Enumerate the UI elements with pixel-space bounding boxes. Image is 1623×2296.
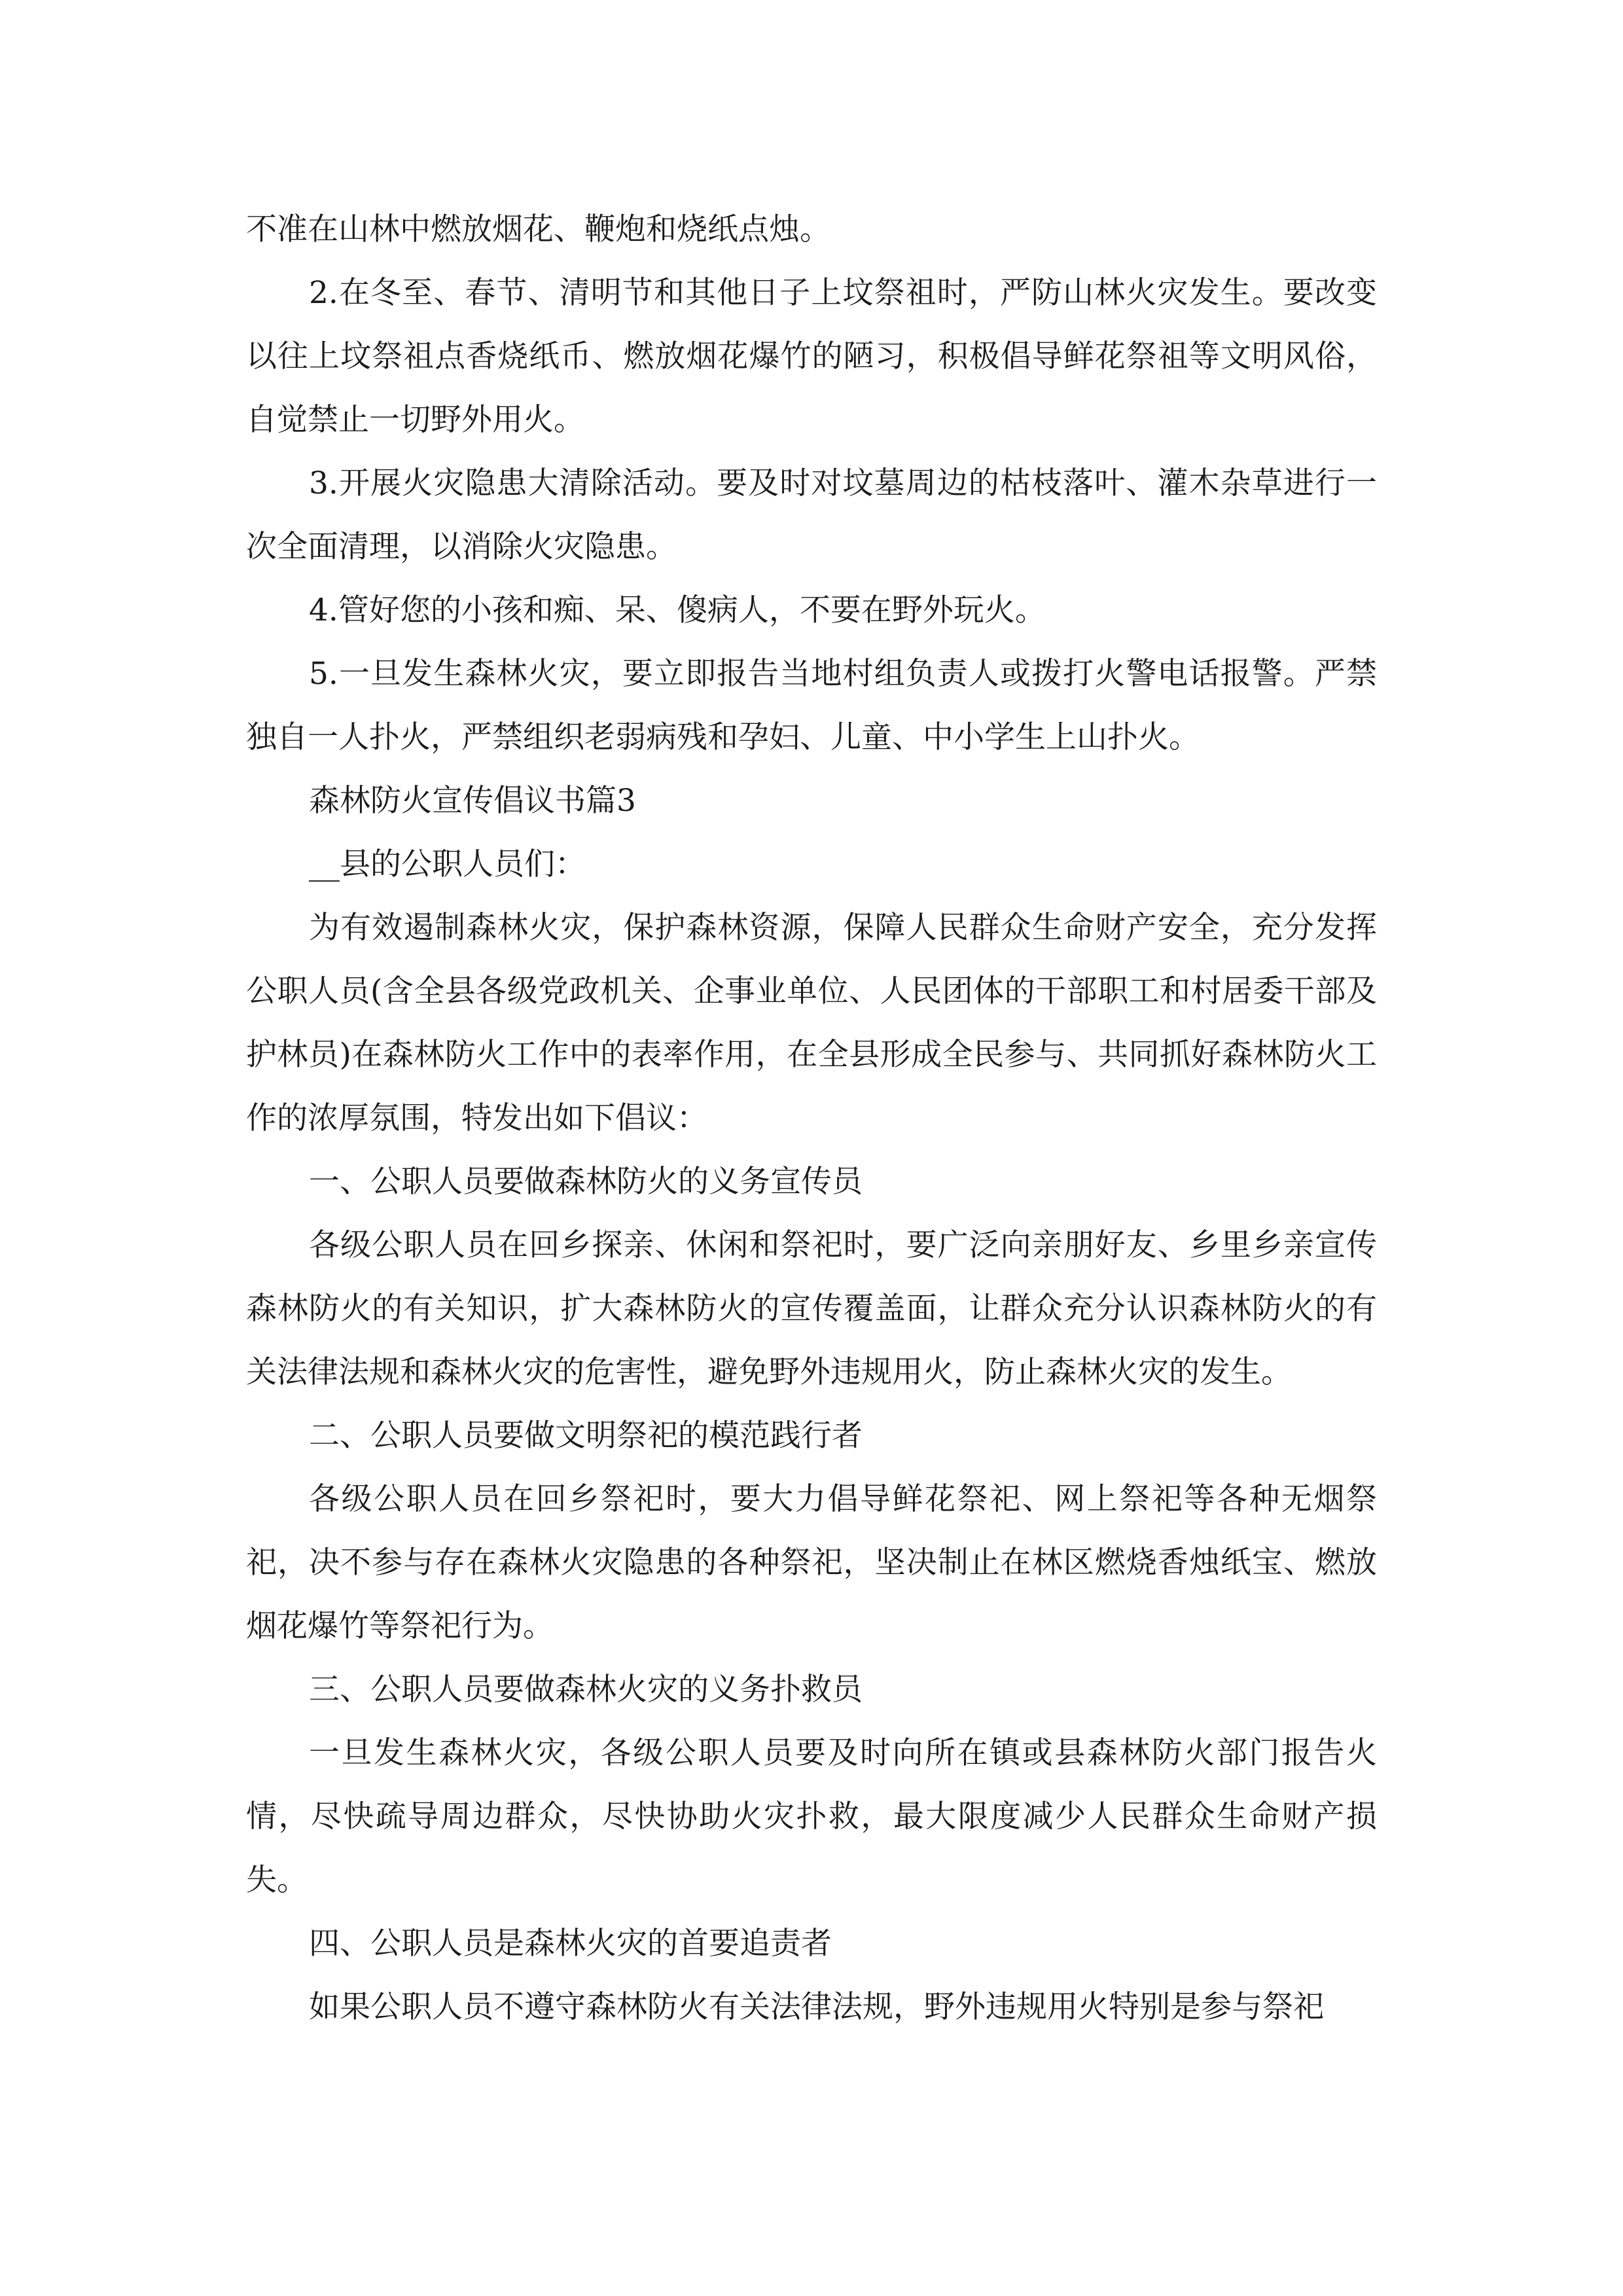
paragraph-continuation: 不准在山林中燃放烟花、鞭炮和烧纸点烛。: [246, 211, 830, 247]
paragraph-item-4: 4.管好您的小孩和痴、呆、傻病人，不要在野外玩火。: [309, 592, 1046, 628]
section-title: 森林防火宣传倡议书篇3: [309, 783, 636, 819]
document-body: [246, 198, 1377, 2039]
paragraph-four: 如果公职人员不遵守森林防火有关法律法规，野外违规用火特别是参与祭祀: [309, 1989, 1324, 2025]
paragraph-item-3: 3.开展火灾隐患大清除活动。要及时对坟墓周边的枯枝落叶、灌木杂草进行一次全面清理，以消除火灾隐患。: [246, 465, 1377, 565]
heading-three: 三、公职人员要做森林火灾的义务扑救员: [309, 1672, 863, 1708]
paragraph-item-2: 2.在冬至、春节、清明节和其他日子上坟祭祖时，严防山林火灾发生。要改变以往上坟祭祖点香烧纸币、燃放烟花爆竹的陋习，积极倡导鲜花祭祖等文明风俗，自觉禁止一切野外用火。: [246, 275, 1377, 438]
paragraph-item-5: 5.一旦发生森林火灾，要立即报告当地村组负责人或拨打火警电话报警。严禁独自一人扑火，严禁组织老弱病残和孕妇、儿童、中小学生上山扑火。: [246, 656, 1377, 755]
heading-one: 一、公职人员要做森林防火的义务宣传员: [309, 1164, 863, 1200]
heading-two: 二、公职人员要做文明祭祀的模范践行者: [309, 1418, 863, 1454]
paragraph-intro: 为有效遏制森林火灾，保护森林资源，保障人民群众生命财产安全，充分发挥公职人员(含全县各级党政机关、企事业单位、人民团体的干部职工和村居委干部及护林员)在森林防火工作中的表率作用，在全县形成全民参与、共同抓好森林防火工作的浓厚氛围，特发出如下倡议：: [246, 910, 1377, 1136]
heading-four: 四、公职人员是森林火灾的首要追责者: [309, 1926, 832, 1962]
paragraph-one: 各级公职人员在回乡探亲、休闲和祭祀时，要广泛向亲朋好友、乡里乡亲宣传森林防火的有关知识，扩大森林防火的宣传覆盖面，让群众充分认识森林防火的有关法律法规和森林火灾的危害性，避免野外违规用火，防止森林火灾的发生。: [246, 1227, 1377, 1390]
paragraph-three: 一旦发生森林火灾，各级公职人员要及时向所在镇或县森林防火部门报告火情，尽快疏导周边群众，尽快协助火灾扑救，最大限度减少人民群众生命财产损失。: [246, 1735, 1377, 1898]
paragraph-two: 各级公职人员在回乡祭祀时，要大力倡导鲜花祭祀、网上祭祀等各种无烟祭祀，决不参与存在森林火灾隐患的各种祭祀，坚决制止在林区燃烧香烛纸宝、燃放烟花爆竹等祭祀行为。: [246, 1481, 1377, 1644]
salutation: __县的公职人员们：: [309, 846, 586, 882]
